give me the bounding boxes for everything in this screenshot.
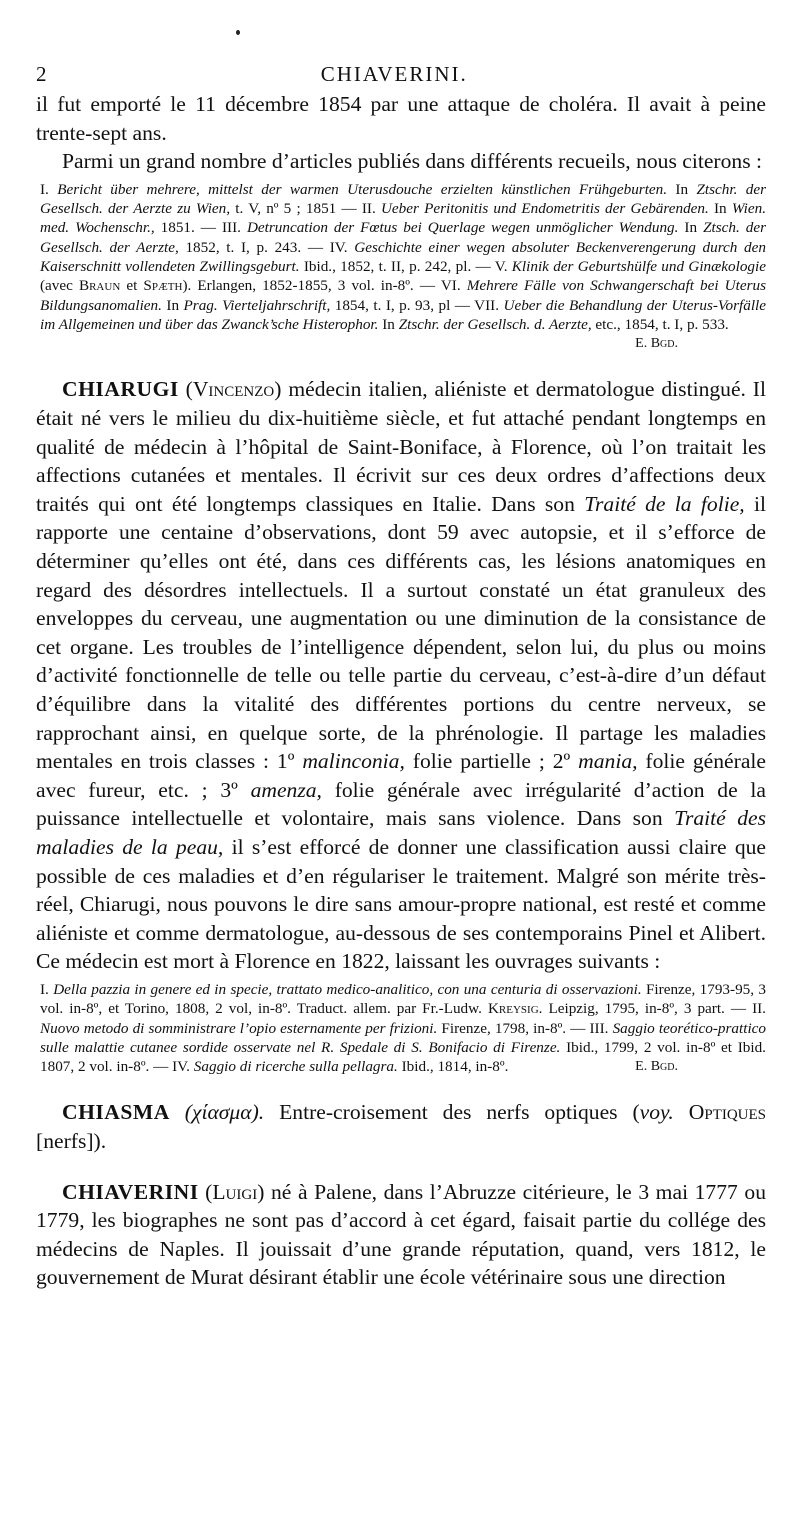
entry-chiaverini: CHIAVERINI (Luigi) né à Palene, dans l’Abruzze citérieure, le 3 mai 1777 ou 1779, les biographes ne sont pas d’accord à cet égard, faisait partie du collége des médecins de Naples. Il jouissait d’une grande réputation, quand, vers 1812, le gouvernement de Murat désirant établir une école vétérinaire sous une direction	[36, 1179, 766, 1290]
headword-chiaverini: CHIAVERINI	[62, 1179, 199, 1204]
running-header	[36, 62, 766, 90]
bibliography-chiarugi: I. Della pazzia in genere ed in specie, trattato medico-analitico, con una centuria di osservazioni. Firenze, 1793-95, 3 vol. in-8º, et Torino, 1808, 2 vol, in-8º. Traduct. allem. par Fr.-Ludw. Kreysig. Leipzig, 1795, in-8º, 3 part. — II. Nuovo metodo di somministrare l’opio esternamente per frizioni. Firenze, 1798, in-8º. — III. Saggio teorético-prattico sulle malattie cutanee sordide osservate nel R. Spedale di S. Bonifacio di Firenze. Ibid., 1799, 2 vol. in-8º et Ibid. 1807, 2 vol. in-8º. — IV. Saggio di ricerche sulla pellagra. Ibid., 1814, in-8º. E. Bgd.	[40, 980, 766, 1076]
citation-intro: Parmi un grand nombre d’articles publiés dans différents recueils, nous citerons :	[62, 149, 763, 174]
entry-chiasma: CHIASMA (χίασμα). Entre-croisement des nerfs optiques (voy. Optiques [nerfs]).	[36, 1100, 766, 1153]
author-signature: E. Bgd.	[635, 336, 678, 352]
running-title: CHIAVERINI.	[320, 62, 468, 86]
entry-chiarugi: CHIARUGI (Vincenzo) médecin italien, aliéniste et dermatologue distingué. Il était né vers le milieu du dix-huitième siècle, et fut attaché pendant longtemps en qualité de médecin à l’hôpital de Saint-Boniface, à Florence, où l’on traitait les affections cutanées et mentales. Il écrivit sur ces deux ordres d’affections deux traités qui ont été longtemps classiques en Italie. Dans son Traité de la folie, il rapporte une centaine d’observations, dont 59 avec autopsie, et il s’efforce de déterminer qu’elles ont été, dans ces différents cas, les lésions anatomiques en regard des désordres intellectuels. Il a surtout constaté un état granuleux des enveloppes du cerveau, une augmentation ou une diminution de la consistance de cet organe. Les troubles de l’intelligence dépendent, selon lui, du plus ou moins d’activité fonctionnelle de telle ou telle partie du cerveau, c’est-à-dire d’un défaut d’équilibre dans la vitalité des différentes portions du centre nerveux, se rapprochant ainsi, en quelque sorte, de la phrénologie. Il partage les maladies mentales en trois classes : 1º malinconia, folie partielle ; 2º mania, folie générale avec fureur, etc. ; 3º amenza, folie générale avec irrégularité d’action de la puissance intellectuelle et volontaire, mais sans violence. Dans son Traité des maladies de la peau, il s’est efforcé de donner une classification aussi claire que possible de ces maladies et d’en régulariser le traitement. Malgré son mérite très-réel, Chiarugi, nous pouvons le dire sans amour-propre national, est resté et comme aliéniste et comme dermatologue, au-dessous de ses contemporains Pinel et Alibert. Ce médecin est mort à Florence en 1822, laissant les ouvrages suivants :	[36, 377, 766, 974]
headword-chiasma: CHIASMA	[62, 1100, 170, 1125]
page-number: 2	[36, 62, 47, 86]
headword-chiarugi: CHIARUGI	[62, 377, 179, 402]
ink-speck	[236, 30, 240, 35]
author-signature: E. Bgd.	[635, 1059, 678, 1075]
continuation-paragraph: il fut emporté le 11 décembre 1854 par une attaque de choléra. Il avait à peine trente-sept ans.	[36, 92, 766, 145]
cross-reference: Optiques	[688, 1100, 766, 1125]
continuation-text	[36, 90, 766, 176]
bibliography-bgd: I. Bericht über mehrere, mittelst der warmen Uterusdouche erzielten künstlichen Frühgeburten. In Ztschr. der Gesellsch. der Aerzte zu Wien, t. V, nº 5 ; 1851 — II. Ueber Peritonitis und Endometritis der Gebärenden. In Wien. med. Wochenschr., 1851. — III. Detruncation der Fœtus bei Querlage wegen unmöglicher Wendung. In Ztsch. der Gesellsch. der Aerzte, 1852, t. I, p. 243. — IV. Geschichte einer wegen absoluter Beckenverengerung durch den Kaiserschnitt vollendeten Zwillingsgeburt. Ibid., 1852, t. II, p. 242, pl. — V. Klinik der Geburtshülfe und Ginækologie (avec Braun et Spæth). Erlangen, 1852-1855, 3 vol. in-8º. — VI. Mehrere Fälle von Schwangerschaft bei Uterus Bildungsanomalien. In Prag. Vierteljahrschrift, 1854, t. I, p. 93, pl — VII. Ueber die Behandlung der Uterus-Vorfälle im Allgemeinen und über das Zwanck’sche Histerophor. In Ztschr. der Gesellsch. d. Aerzte, etc., 1854, t. I, p. 533. E. Bgd.	[36, 180, 766, 334]
